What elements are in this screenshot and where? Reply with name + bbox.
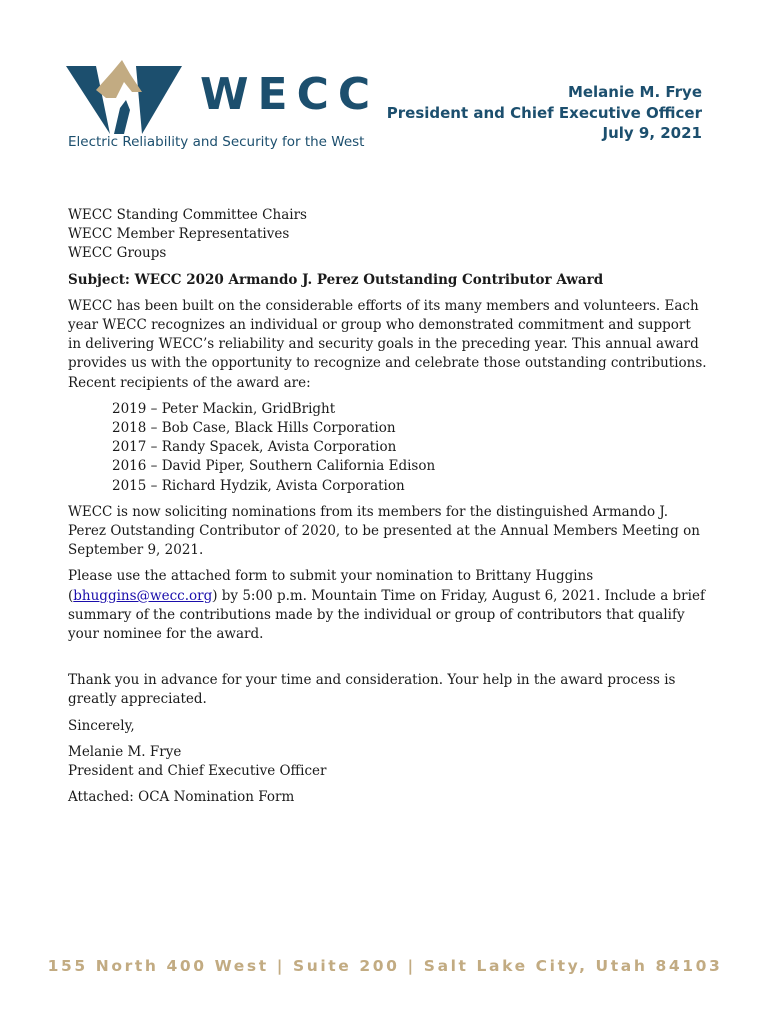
thanks-paragraph: Thank you in advance for your time and consideration. Your help in the award process is greatly appreciated. [68,672,676,708]
footer-address: 155 North 400 West | Suite 200 | Salt Lake City, Utah 84103 [47,957,723,975]
soliciting-paragraph: WECC is now soliciting nominations from its members for the distinguished Armando J. Perez Outstanding Contributor of 2020, to be presented at the Annual Members Meeting on September 9, 2021. [68,503,700,559]
list-item: 2015 – Richard Hydzik, Avista Corporation [112,477,405,494]
wecc-mark-icon [66,52,186,134]
email-link[interactable]: bhuggins@wecc.org [73,587,213,604]
intro-paragraph: WECC has been built on the considerable efforts of its many members and volunteers. Each year WECC recognizes an individual or group who demonstrated commitment and support in delivering WECC’s reliability and security goals in the preceding year. This annual award provides us with the opportunity to recognize and celebrate those outstanding contributions. Recent recipients of the award are: [68,297,707,391]
letter-date: July 9, 2021 [602,124,702,142]
signature-name: Melanie M. Frye [68,743,182,760]
signature-block [68,743,708,781]
instructions-paragraph [68,567,708,644]
logo-tagline: Electric Reliability and Security for the West [68,134,365,150]
addressee-list [68,206,708,264]
list-item: 2019 – Peter Mackin, GridBright [112,400,336,417]
attachment-note: Attached: OCA Nomination Form [68,789,295,806]
signature-title: President and Chief Executive Officer [68,763,327,780]
closing-line: Sincerely, [68,717,135,734]
list-item: 2017 – Randy Spacek, Avista Corporation [112,439,397,456]
list-item: 2018 – Bob Case, Black Hills Corporation [112,420,396,437]
instructions-text-start: Please use the attached form to submit your nomination to Brittany Huggins ( [68,568,594,604]
addressee: WECC Standing Committee Chairs [68,207,307,223]
sender-title: President and Chief Executive Officer [386,103,702,122]
subject-line: Subject: WECC 2020 Armando J. Perez Outstanding Contributor Award [68,271,604,288]
sender-name: Melanie M. Frye [567,83,702,101]
instructions-text-end: ) by 5:00 p.m. Mountain Time on Friday, August 6, 2021. Include a brief summary of the contributions made by the individual or group of contributors that qualify your nominee for the award. [68,587,705,643]
wecc-logo [66,52,380,152]
sender-block [387,82,702,144]
addressee: WECC Groups [68,245,167,262]
recipient-list [112,400,708,496]
addressee: WECC Member Representatives [68,226,290,243]
letter-body [68,206,708,807]
list-item: 2016 – David Piper, Southern California Edison [112,458,436,475]
logo-wordmark: WECC [200,69,380,120]
